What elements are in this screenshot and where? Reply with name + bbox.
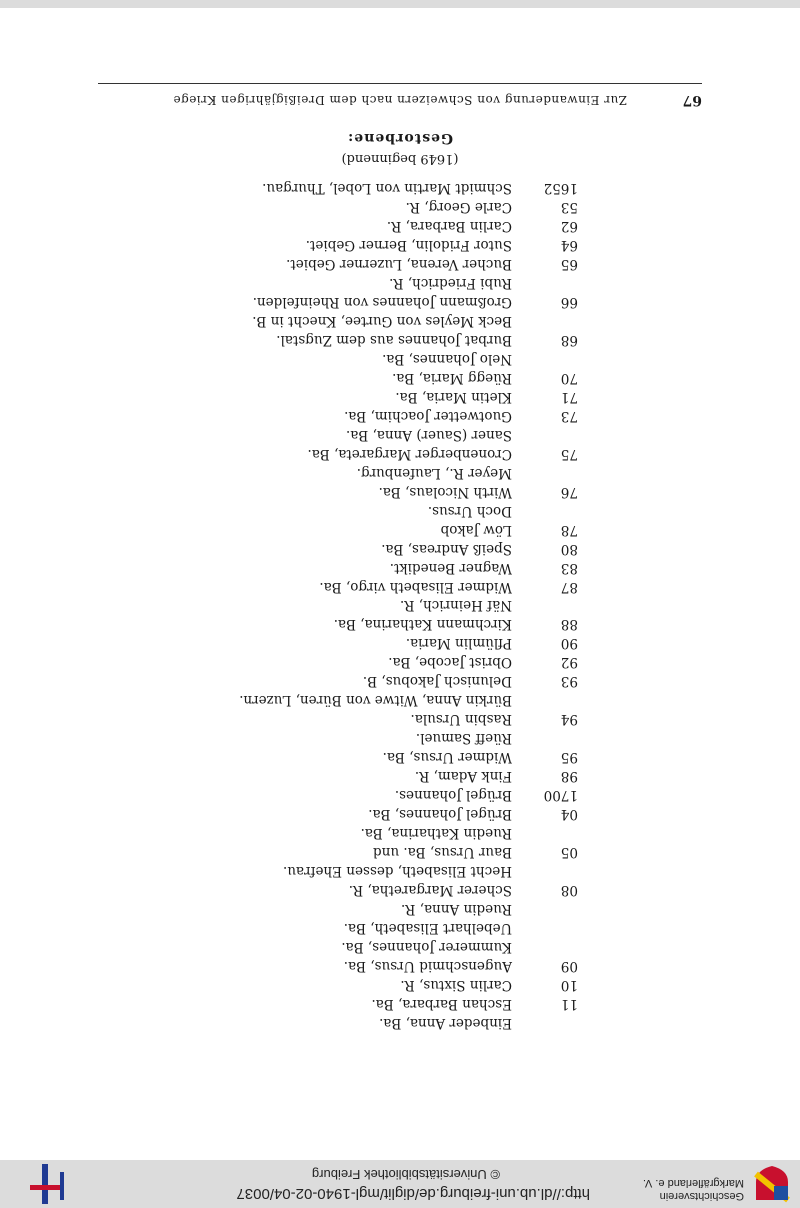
entry-name: Schmidt Martin von Lobel, Thurgau. (262, 180, 512, 196)
entry-name: Doch Ursus. (427, 502, 512, 519)
document-url[interactable]: http://dl.ub.uni-freiburg.de/diglit/mgl-1940-02-04/0037 (236, 1185, 590, 1202)
register-entry (18, 197, 578, 217)
entry-name: Ruedin Katharina, Ba. (360, 825, 512, 842)
entry-name: Carlin Barbara, R. (386, 217, 512, 234)
register-entry (18, 387, 578, 407)
running-title: Zur Einwanderung von Schweizern nach dem Dreißigjährigen Kriege (172, 93, 628, 107)
register-entry (18, 254, 578, 274)
entry-year: 92 (560, 654, 578, 671)
register-entry (18, 596, 578, 616)
register-entry (18, 311, 578, 331)
entry-name: Baur Ursus, Ba. und (373, 844, 512, 861)
section-title: Gestorbene: (347, 130, 453, 146)
entry-year: 09 (560, 958, 578, 975)
entry-year: 1652 (543, 180, 578, 196)
entry-name: Carlin Sixtus, R. (400, 977, 512, 994)
register-entry (18, 349, 578, 369)
register-entry (18, 425, 578, 445)
entry-year: 93 (560, 673, 578, 690)
entry-year: 68 (560, 331, 578, 348)
entry-year: 88 (560, 616, 578, 633)
entry-name: Cronenberger Margareta, Ba. (307, 445, 512, 462)
entry-name: Rubi Friedrich, R. (389, 274, 512, 291)
register-entry (18, 804, 578, 824)
register-entry (18, 671, 578, 691)
entry-year: 10 (560, 977, 578, 994)
entry-name: Scherer Margaretha, R. (348, 882, 512, 899)
register-entry (18, 633, 578, 653)
register-entry (18, 709, 578, 729)
entry-name: Bucher Verena, Luzerner Gebiet. (286, 255, 512, 272)
register-entry (18, 1013, 578, 1033)
register-entry (18, 406, 578, 426)
register-entry (18, 368, 578, 388)
association-line-2: Markgräflerland e. V. (642, 1177, 744, 1189)
entry-name: Nelo Johannes, Ba. (382, 350, 512, 367)
entry-year: 1700 (543, 787, 578, 804)
register-entry (18, 178, 578, 198)
entry-name: Sutor Fridolin, Berner Gebiet. (305, 236, 512, 253)
entry-year: 11 (560, 996, 578, 1013)
register-entry (18, 747, 578, 767)
register-entry (18, 918, 578, 938)
entry-year: 71 (560, 388, 578, 405)
entry-name: Obrist Jacobe, Ba. (388, 654, 512, 671)
entry-name: Augenschmid Ursus, Ba. (343, 958, 512, 975)
register-entry (18, 463, 578, 483)
register-entry (18, 785, 578, 805)
entry-year: 80 (560, 540, 578, 557)
entry-name: Brügel Johannes, Ba. (368, 806, 512, 823)
register-entry (18, 880, 578, 900)
association-line-1: Geschichtsverein (659, 1190, 744, 1202)
register-entry (18, 273, 578, 293)
entry-name: Speiß Andreas, Ba. (381, 540, 512, 557)
register-entry (18, 861, 578, 881)
entry-name: Einbeder Anna, Ba. (379, 1015, 512, 1031)
entry-name: Fink Adam, R. (414, 768, 512, 785)
entry-year: 66 (560, 293, 578, 310)
entry-name: Hecht Elisabeth, dessen Ehefrau. (282, 863, 512, 880)
entry-name: Rasbin Ursula. (410, 711, 512, 728)
copyright-notice: © Universitätsbibliothek Freiburg (311, 1167, 500, 1182)
entry-name: Beck Meyles von Gurtee, Knecht in B. (252, 312, 512, 329)
register-entry (18, 444, 578, 464)
entry-year: 53 (560, 198, 578, 215)
register-entry (18, 292, 578, 312)
register-entry (18, 520, 578, 540)
register-entry (18, 330, 578, 350)
register-entry (18, 842, 578, 862)
entry-name: Kletin Maria, Ba. (395, 388, 512, 405)
entry-name: Kummerer Johannes, Ba. (341, 939, 512, 956)
entry-year: 70 (560, 369, 578, 386)
viewer-footer (0, 0, 800, 8)
register-entry (18, 766, 578, 786)
page-number: 67 (682, 92, 702, 108)
register-entry (18, 728, 578, 748)
entry-name: Saner (Sauer) Anna, Ba. (345, 426, 512, 443)
entry-year: 04 (560, 806, 578, 823)
register-entry (18, 690, 578, 710)
entry-name: Guotwetter Joachim, Ba. (344, 407, 512, 424)
entry-name: Widmer Elisabeth virgo, Ba. (319, 578, 512, 595)
entry-name: Großmann Johannes von Rheinfelden. (252, 293, 512, 310)
entry-year: 87 (560, 578, 578, 595)
entry-year: 05 (560, 844, 578, 861)
section-subtitle: (1649 beginnend) (341, 151, 459, 166)
entry-year: 76 (560, 483, 578, 500)
register-entry (18, 577, 578, 597)
entry-year: 83 (560, 559, 578, 576)
entry-year: 98 (560, 768, 578, 785)
register-entry (18, 482, 578, 502)
entry-name: Rüegg Maria, Ba. (392, 369, 512, 386)
entry-name: Wirth Nicolaus, Ba. (378, 483, 512, 500)
register-entry (18, 937, 578, 957)
entry-year: 65 (560, 255, 578, 272)
entry-year: 90 (560, 635, 578, 652)
register-entry (18, 975, 578, 995)
entry-name: Carle Georg, R. (405, 198, 512, 215)
entry-name: Kirchmann Katharina, Ba. (333, 616, 512, 633)
register-entry (18, 899, 578, 919)
entry-name: Ruedin Anna, R. (400, 901, 512, 918)
entry-name: Wagner Benedikt. (389, 559, 512, 576)
entry-year: 78 (560, 521, 578, 538)
entry-name: Widmer Ursus, Ba. (382, 749, 512, 766)
entry-name: Meyer R., Laufenburg. (356, 464, 512, 481)
entry-name: Näf Heinrich, R. (400, 597, 512, 614)
entry-name: Brügel Johannes. (394, 787, 512, 804)
register-entry (18, 235, 578, 255)
entry-year: 08 (560, 882, 578, 899)
register-entry (18, 539, 578, 559)
entry-name: Delunisch Jakobus, B. (362, 673, 512, 690)
entry-name: Eschan Barbara, Ba. (371, 996, 512, 1013)
entry-name: Löw Jakob (440, 521, 512, 538)
entry-year: 62 (560, 217, 578, 234)
entry-name: Bürkin Anna, Witwe von Büren, Luzern. (239, 692, 512, 709)
entry-name: Burbat Johannes aus dem Zugstal. (276, 331, 512, 348)
register-entry (18, 994, 578, 1014)
entry-year: 94 (560, 711, 578, 728)
entry-name: Uebelhart Elisabeth, Ba. (343, 920, 512, 937)
register-entry (18, 614, 578, 634)
register-entry (18, 823, 578, 843)
register-entry (18, 956, 578, 976)
register-entry (18, 558, 578, 578)
register-entry (18, 216, 578, 236)
entry-year: 64 (560, 236, 578, 253)
register-entry (18, 501, 578, 521)
entry-year: 73 (560, 407, 578, 424)
entry-name: Rüeff Samuel. (415, 730, 512, 747)
register-entry (18, 652, 578, 672)
entry-year: 95 (560, 749, 578, 766)
entry-name: Pflümlin Maria. (405, 635, 512, 652)
entry-year: 75 (560, 445, 578, 462)
